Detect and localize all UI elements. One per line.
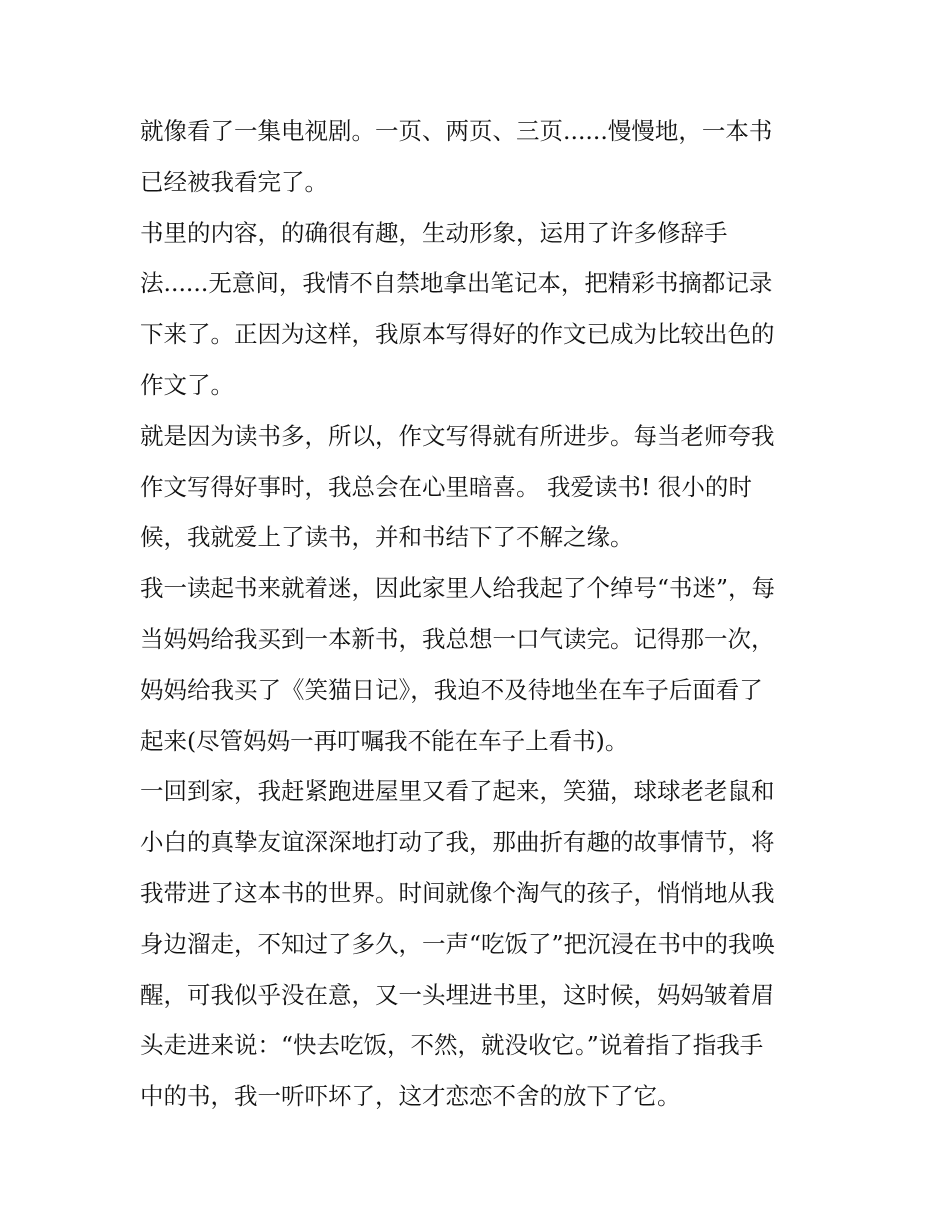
- text-line: 下来了。正因为这样，我原本写得好的作文已成为比较出色的: [140, 320, 775, 349]
- body-text: [140, 106, 820, 1122]
- text-line: 我一读起书来就着迷，因此家里人给我起了个绰号“书迷”，每: [140, 574, 776, 603]
- text-line: 作文了。: [140, 370, 234, 399]
- text-line: 头走进来说：“快去吃饭，不然，就没收它。”说着指了指我手: [140, 1031, 764, 1060]
- text-line: 当妈妈给我买到一本新书，我总想一口气读完。记得那一次，: [140, 624, 775, 653]
- text-line: 就像看了一集电视剧。一页、两页、三页......慢慢地，一本书: [140, 117, 773, 145]
- text-line: 法......无意间，我情不自禁地拿出笔记本，把精彩书摘都记录: [140, 269, 773, 298]
- text-line: 起来(尽管妈妈一再叮嘱我不能在车子上看书)。: [140, 726, 629, 755]
- text-line: 书里的内容，的确很有趣，生动形象，运用了许多修辞手: [140, 218, 728, 247]
- text-line: 作文写得好事时，我总会在心里暗喜。 我爱读书! 很小的时: [140, 472, 752, 501]
- text-line: 一回到家，我赶紧跑进屋里又看了起来，笑猫，球球老老鼠和: [140, 777, 775, 806]
- text-line: 妈妈给我买了《笑猫日记》，我迫不及待地坐在车子后面看了: [140, 675, 763, 704]
- text-line: 身边溜走，不知过了多久，一声“吃饭了”把沉浸在书中的我唤: [140, 929, 776, 958]
- text-line: 就是因为读书多，所以，作文写得就有所进步。每当老师夸我: [140, 421, 775, 450]
- text-line: 我带进了这本书的世界。时间就像个淘气的孩子，悄悄地从我: [140, 878, 775, 907]
- text-line: 小白的真挚友谊深深地打动了我，那曲折有趣的故事情节，将: [140, 828, 775, 857]
- text-line: 醒，可我似乎没在意，又一头埋进书里，这时候，妈妈皱着眉: [140, 980, 775, 1009]
- text-line: 候，我就爱上了读书，并和书结下了不解之缘。: [140, 523, 634, 552]
- text-line: 中的书，我一听吓坏了，这才恋恋不舍的放下了它。: [140, 1082, 681, 1111]
- text-line: 已经被我看完了。: [140, 167, 328, 196]
